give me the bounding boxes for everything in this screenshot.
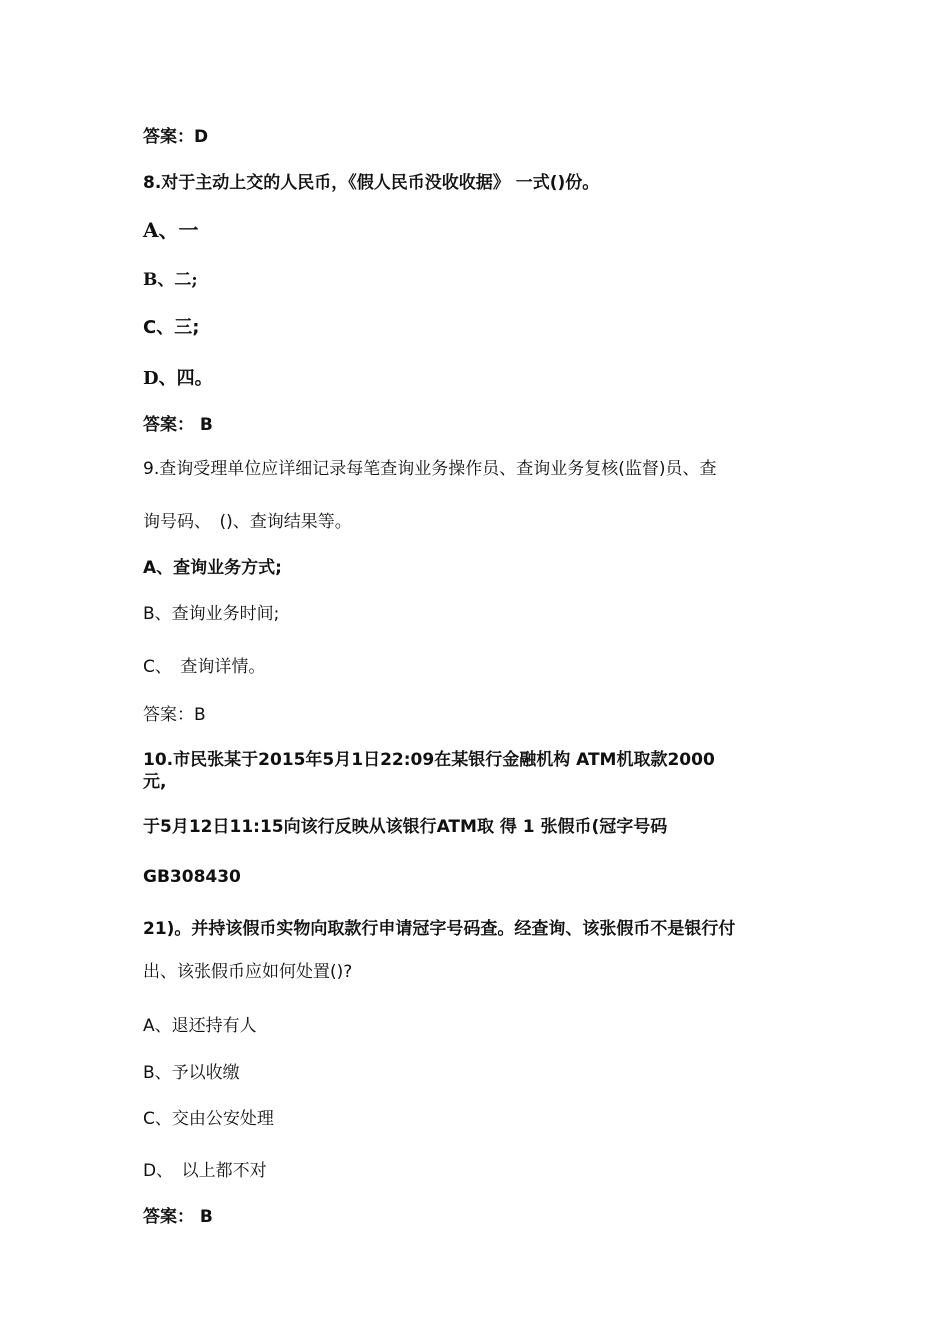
question-8-option-d: D、四。 bbox=[143, 368, 213, 389]
question-8-stem: 8.对于主动上交的人民币，《假人民币没收收据》 一式()份。 bbox=[143, 173, 600, 193]
answer-10: 答案： B bbox=[143, 1207, 213, 1227]
question-9-option-c: C、 查询详情。 bbox=[143, 657, 266, 677]
question-10-option-c: C、交由公安处理 bbox=[143, 1109, 274, 1129]
question-9-stem-line-2: 询号码、 ()、查询结果等。 bbox=[143, 512, 352, 532]
question-8-option-b: B、二; bbox=[143, 270, 198, 290]
question-10-stem-line-1: 10.市民张某于2015年5月1日22:09在某银行金融机构 ATM机取款2000 bbox=[143, 750, 715, 770]
question-10-option-a: A、退还持有人 bbox=[143, 1016, 257, 1036]
answer-8: 答案： B bbox=[143, 415, 213, 435]
question-10-stem-line-6: 出、该张假币应如何处置()? bbox=[143, 962, 353, 982]
question-9-option-a: A、查询业务方式; bbox=[143, 558, 282, 578]
question-10-option-b: B、予以收缴 bbox=[143, 1063, 240, 1083]
question-8-option-c: C、三; bbox=[143, 317, 200, 338]
answer-7: 答案：D bbox=[143, 127, 209, 147]
question-10-stem-line-2: 元, bbox=[143, 772, 167, 792]
question-9-option-b: B、查询业务时间; bbox=[143, 604, 280, 624]
question-10-stem-line-4: GB308430 bbox=[143, 867, 241, 887]
question-9-stem-line-1: 9.查询受理单位应详细记录每笔查询业务操作员、查询业务复核(监督)员、查 bbox=[143, 459, 717, 479]
question-10-option-d: D、 以上都不对 bbox=[143, 1161, 267, 1181]
question-10-stem-line-5: 21)。并持该假币实物向取款行申请冠字号码查。经查询、该张假币不是银行付 bbox=[143, 919, 736, 939]
question-8-option-a: A、一 bbox=[143, 218, 199, 242]
question-10-stem-line-3: 于5月12日11:15向该行反映从该银行ATM取 得 1 张假币(冠字号码 bbox=[143, 817, 668, 837]
answer-9: 答案：B bbox=[143, 705, 206, 725]
